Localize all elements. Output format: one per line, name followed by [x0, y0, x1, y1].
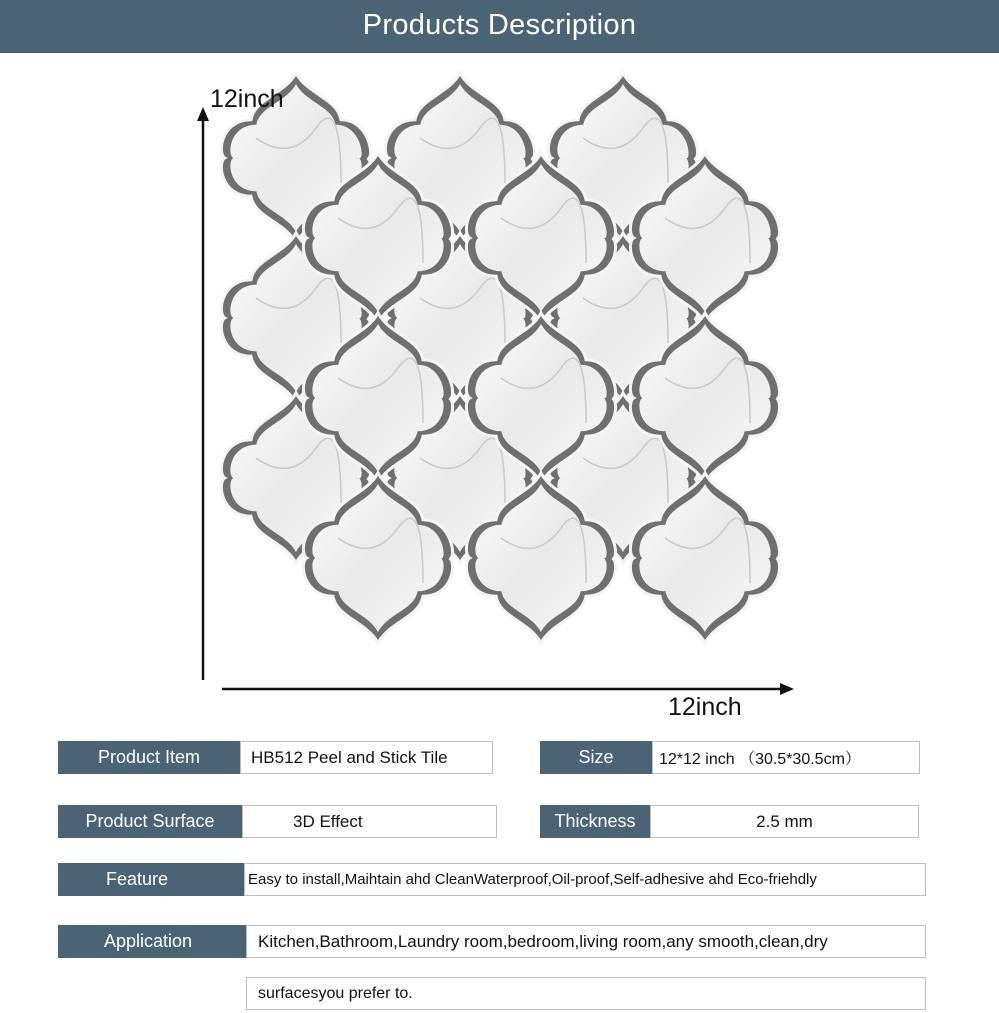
page-title: Products Description [362, 9, 637, 41]
page-header [0, 0, 999, 53]
product-item-value: HB512 Peel and Stick Tile [240, 741, 493, 774]
application-value-line1: Kitchen,Bathroom,Laundry room,bedroom,living room,any smooth,clean,dry [246, 925, 926, 958]
height-arrow-head [197, 107, 209, 121]
application-value-line2: surfacesyou prefer to. [246, 977, 926, 1010]
product-item-label: Product Item [58, 741, 240, 774]
thickness-value: 2.5 mm [650, 805, 919, 838]
size-value: 12*12 inch （30.5*30.5cm） [652, 741, 920, 774]
application-label: Application [58, 925, 246, 958]
thickness-label: Thickness [540, 805, 650, 838]
tile-grid [221, 73, 779, 643]
feature-value: Easy to install,Maihtain ahd CleanWaterproof,Oil-proof,Self-adhesive ahd Eco-friehdly [244, 863, 926, 896]
size-label: Size [540, 741, 652, 774]
tile-figure [0, 53, 999, 733]
width-label: 12inch [668, 693, 742, 721]
height-label: 12inch [210, 85, 284, 113]
feature-label: Feature [58, 863, 244, 896]
product-surface-label: Product Surface [58, 805, 242, 838]
tile-diagram [0, 53, 999, 733]
product-surface-value: 3D Effect [242, 805, 497, 838]
width-arrow-head [780, 683, 794, 695]
